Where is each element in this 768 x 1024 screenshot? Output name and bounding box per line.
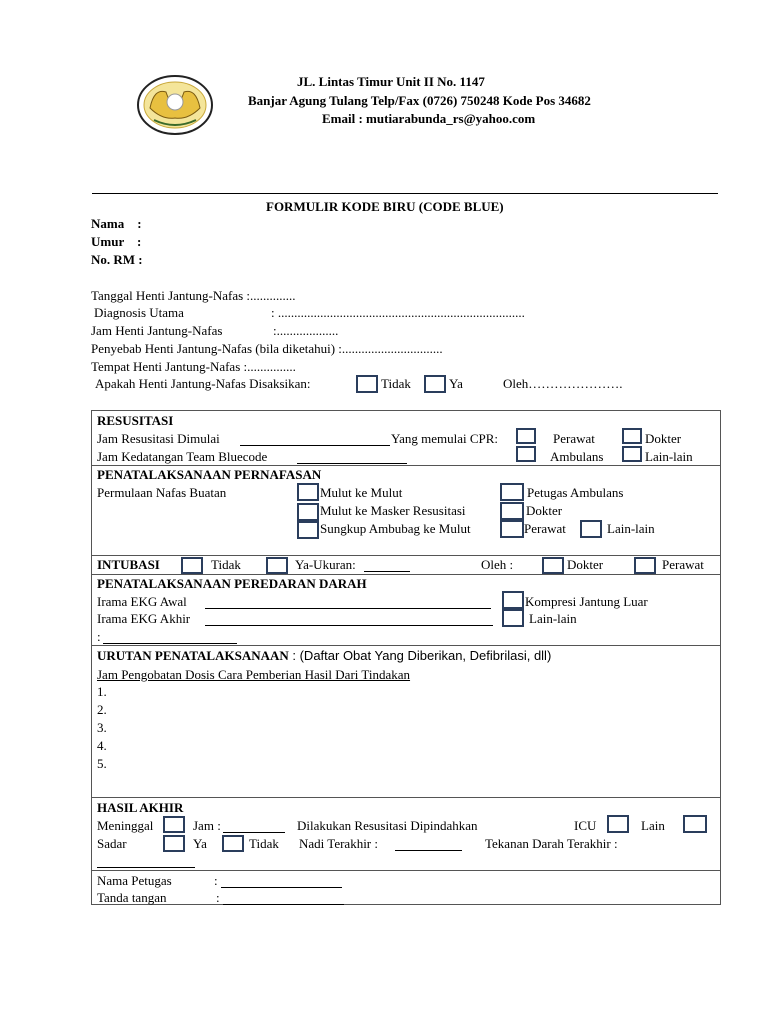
- row-divider: [91, 645, 721, 646]
- nama-petugas-field[interactable]: [221, 887, 342, 888]
- pernafasan-heading: PENATALAKSANAAN PERNAFASAN: [97, 467, 322, 482]
- intubasi-tidak-checkbox[interactable]: [181, 557, 203, 574]
- hasil-jam-label: Jam :: [193, 818, 221, 833]
- nafas-lain-label: Lain-lain: [607, 521, 655, 536]
- jam-henti-label: Jam Henti Jantung-Nafas: [91, 323, 223, 338]
- header-divider: [92, 193, 718, 194]
- intubasi-heading: INTUBASI: [97, 557, 160, 572]
- peredaran-lain-checkbox[interactable]: [502, 609, 524, 627]
- nafas-dokter-label: Dokter: [526, 503, 563, 518]
- disaksikan-ya-label: Ya: [449, 376, 463, 391]
- nadi-field[interactable]: [395, 850, 462, 851]
- intubasi-dokter-label: Dokter: [567, 557, 604, 572]
- urutan-row-1[interactable]: 1.: [97, 684, 107, 699]
- ekg-awal-field[interactable]: [205, 608, 491, 609]
- hasil-heading: HASIL AKHIR: [97, 800, 184, 815]
- ekg-awal-label: Irama EKG Awal: [97, 594, 187, 609]
- sadar-tidak-label: Tidak: [249, 836, 279, 851]
- row-divider: [91, 870, 721, 871]
- icu-checkbox[interactable]: [607, 815, 629, 833]
- nama-label: Nama :: [91, 216, 142, 231]
- hospital-logo: [136, 74, 214, 136]
- intubasi-ya-label: Ya-Ukuran:: [295, 557, 356, 572]
- mulut-ke-mulut-label: Mulut ke Mulut: [320, 485, 403, 500]
- tekanan-field[interactable]: [97, 867, 195, 868]
- sadar-label: Sadar: [97, 836, 127, 851]
- jam-resusitasi-field[interactable]: [240, 445, 390, 446]
- row-divider: [91, 465, 721, 466]
- jam-kedatangan-label: Jam Kedatangan Team Bluecode: [97, 449, 268, 464]
- mulut-ke-masker-label: Mulut ke Masker Resusitasi: [320, 503, 466, 518]
- jam-kedatangan-field[interactable]: [297, 463, 407, 464]
- mulut-ke-mulut-checkbox[interactable]: [297, 483, 319, 501]
- address-line-1: JL. Lintas Timur Unit II No. 1147: [297, 74, 485, 89]
- row-divider: [91, 574, 721, 575]
- apakah-label: Apakah Henti Jantung-Nafas Disaksikan:: [95, 376, 311, 391]
- tanda-tangan-colon: :: [216, 890, 220, 905]
- permulaan-label: Permulaan Nafas Buatan: [97, 485, 227, 500]
- resusitasi-heading: RESUSITASI: [97, 413, 174, 428]
- jam-henti-field[interactable]: :...................: [273, 323, 339, 338]
- lain-label: Lain: [641, 818, 665, 833]
- peredaran-heading: PENATALAKSANAAN PEREDARAN DARAH: [97, 576, 367, 591]
- nafas-lain-checkbox[interactable]: [580, 520, 602, 538]
- disaksikan-tidak-label: Tidak: [381, 376, 411, 391]
- row-divider: [91, 797, 721, 798]
- ukuran-field[interactable]: [364, 571, 410, 572]
- nama-petugas-colon: :: [214, 873, 218, 888]
- yang-memulai-label: Yang memulai CPR:: [391, 431, 499, 446]
- disaksikan-tidak-checkbox[interactable]: [356, 375, 378, 393]
- diagnosis-field[interactable]: : ............................................................................: [271, 305, 525, 320]
- urutan-row-5[interactable]: 5.: [97, 756, 107, 771]
- sadar-tidak-checkbox[interactable]: [222, 835, 244, 852]
- jam-resusitasi-label: Jam Resusitasi Dimulai: [97, 431, 220, 446]
- urutan-columns: Jam Pengobatan Dosis Cara Pemberian Hasil Dari Tindakan: [97, 667, 411, 682]
- disaksikan-ya-checkbox[interactable]: [424, 375, 446, 393]
- mulut-ke-masker-checkbox[interactable]: [297, 503, 319, 521]
- cpr-ambulans-checkbox[interactable]: [516, 446, 536, 462]
- ekg-akhir-label: Irama EKG Akhir: [97, 611, 191, 626]
- tempat-field[interactable]: Tempat Henti Jantung-Nafas :...............: [91, 359, 296, 374]
- sungkup-label: Sungkup Ambubag ke Mulut: [320, 521, 471, 536]
- penyebab-field[interactable]: Penyebab Henti Jantung-Nafas (bila diketahui) :...............................: [91, 341, 443, 356]
- tanda-tangan-label: Tanda tangan: [97, 890, 167, 905]
- intubasi-perawat-label: Perawat: [662, 557, 704, 572]
- disaksikan-oleh-field[interactable]: Oleh………………….: [503, 376, 623, 391]
- address-line-2: Banjar Agung Tulang Telp/Fax (0726) 750248 Kode Pos 34682: [248, 93, 591, 108]
- intubasi-dokter-checkbox[interactable]: [542, 557, 564, 574]
- cpr-lain-label: Lain-lain: [645, 449, 693, 464]
- urutan-row-2[interactable]: 2.: [97, 702, 107, 717]
- kompresi-checkbox[interactable]: [502, 591, 524, 609]
- petugas-ambulans-label: Petugas Ambulans: [527, 485, 624, 500]
- sungkup-checkbox[interactable]: [297, 521, 319, 539]
- nadi-label: Nadi Terakhir :: [299, 836, 378, 851]
- nama-petugas-label: Nama Petugas: [97, 873, 172, 888]
- meninggal-label: Meninggal: [97, 818, 154, 833]
- intubasi-ya-checkbox[interactable]: [266, 557, 288, 574]
- hospital-logo-icon: [136, 74, 214, 136]
- nafas-dokter-checkbox[interactable]: [500, 502, 524, 520]
- umur-label: Umur :: [91, 234, 142, 249]
- dilakukan-label: Dilakukan Resusitasi Dipindahkan: [297, 818, 478, 833]
- peredaran-extra-field[interactable]: [103, 643, 237, 644]
- peredaran-extra-colon: :: [97, 629, 101, 644]
- icu-label: ICU: [574, 818, 597, 833]
- email-line: Email : mutiarabunda_rs@yahoo.com: [322, 111, 536, 126]
- cpr-perawat-label: Perawat: [553, 431, 595, 446]
- kompresi-label: Kompresi Jantung Luar: [525, 594, 648, 609]
- urutan-note: : (Daftar Obat Yang Diberikan, Defibrilasi, dll): [288, 648, 552, 663]
- cpr-dokter-checkbox[interactable]: [622, 428, 642, 444]
- tekanan-label: Tekanan Darah Terakhir :: [485, 836, 618, 851]
- tanda-tangan-field[interactable]: [223, 904, 344, 905]
- cpr-perawat-checkbox[interactable]: [516, 428, 536, 444]
- row-divider: [91, 555, 721, 556]
- diagnosis-label: Diagnosis Utama: [94, 305, 184, 320]
- urutan-heading-line: [97, 648, 551, 664]
- meninggal-checkbox[interactable]: [163, 816, 185, 833]
- sadar-ya-checkbox[interactable]: [163, 835, 185, 852]
- ekg-akhir-field[interactable]: [205, 625, 493, 626]
- nafas-perawat-checkbox[interactable]: [500, 520, 524, 538]
- urutan-heading: URUTAN PENATALAKSANAAN: [97, 648, 289, 663]
- form-title: FORMULIR KODE BIRU (CODE BLUE): [266, 199, 504, 214]
- intubasi-perawat-checkbox[interactable]: [634, 557, 656, 574]
- intubasi-oleh-label: Oleh :: [481, 557, 514, 572]
- intubasi-tidak-label: Tidak: [211, 557, 241, 572]
- cpr-ambulans-label: Ambulans: [550, 449, 604, 464]
- urutan-row-4[interactable]: 4.: [97, 738, 107, 753]
- no-rm-label: No. RM :: [91, 252, 143, 267]
- sadar-ya-label: Ya: [193, 836, 207, 851]
- nafas-perawat-label: Perawat: [524, 521, 566, 536]
- tanggal-field[interactable]: Tanggal Henti Jantung-Nafas :..............: [91, 288, 296, 303]
- urutan-row-3[interactable]: 3.: [97, 720, 107, 735]
- cpr-dokter-label: Dokter: [645, 431, 682, 446]
- petugas-ambulans-checkbox[interactable]: [500, 483, 524, 501]
- peredaran-lain-label: Lain-lain: [529, 611, 577, 626]
- lain-checkbox[interactable]: [683, 815, 707, 833]
- hasil-jam-field[interactable]: [223, 832, 285, 833]
- cpr-lain-checkbox[interactable]: [622, 446, 642, 462]
